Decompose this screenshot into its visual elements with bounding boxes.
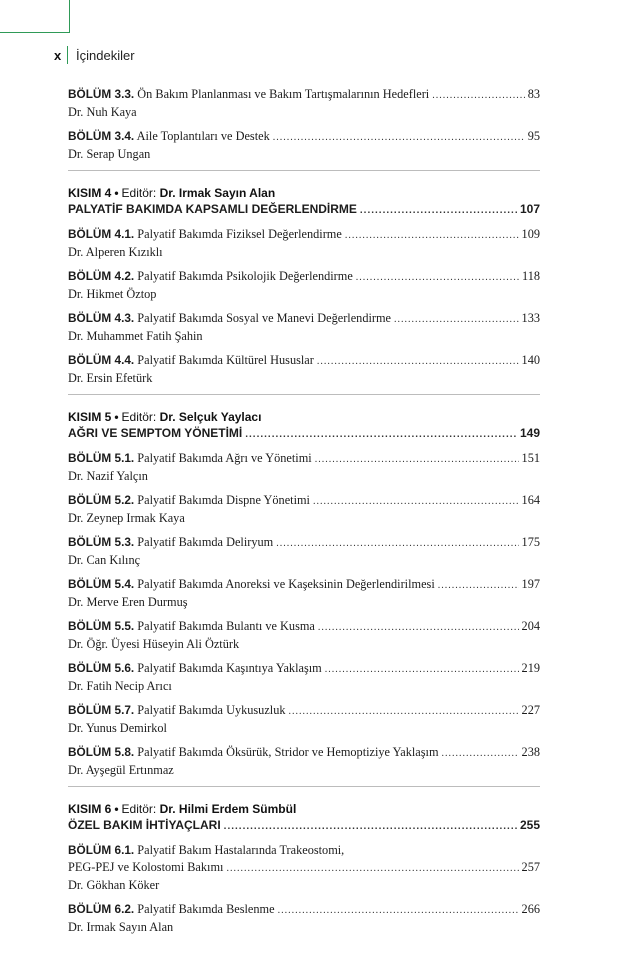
table-of-contents: [68, 86, 540, 943]
dot-leader: [278, 902, 519, 919]
chapter-line: [68, 86, 540, 104]
toc-chapter[interactable]: [68, 226, 540, 261]
chapter-heading: [68, 744, 439, 761]
dot-leader: [325, 661, 519, 678]
chapter-line-2: [68, 859, 540, 877]
chapter-line: [68, 576, 540, 594]
corner-rule-horizontal: [0, 32, 70, 33]
chapter-page: 118: [522, 269, 540, 283]
page-number: x: [54, 48, 62, 63]
chapter-line: [68, 128, 540, 146]
chapter-heading: [68, 310, 391, 327]
chapter-label: BÖLÜM 4.3.: [68, 311, 135, 325]
chapter-author: Dr. Öğr. Üyesi Hüseyin Ali Öztürk: [68, 637, 240, 651]
chapter-author: Dr. Nazif Yalçın: [68, 469, 148, 483]
chapter-title: Palyatif Bakımda Psikolojik Değerlendirme: [137, 269, 353, 283]
chapter-heading: [68, 226, 342, 243]
section-title: PALYATİF BAKIMDA KAPSAMLI DEĞERLENDİRME: [68, 202, 357, 216]
section-divider: [68, 786, 540, 787]
toc-chapter[interactable]: [68, 492, 540, 527]
editor-name: Dr. Irmak Sayın Alan: [159, 186, 276, 200]
chapter-line: [68, 702, 540, 720]
toc-chapter[interactable]: [68, 842, 540, 894]
editor-label: Editör:: [121, 802, 157, 816]
chapter-page: 109: [521, 227, 540, 241]
section-page: 107: [519, 202, 540, 216]
chapter-heading: [68, 86, 429, 103]
chapter-line: [68, 492, 540, 510]
toc-chapter[interactable]: [68, 660, 540, 695]
chapter-author: Dr. Ersin Efetürk: [68, 371, 153, 385]
chapter-author: Dr. Hikmet Öztop: [68, 287, 157, 301]
chapter-heading: [68, 702, 286, 719]
chapter-line: [68, 744, 540, 762]
chapter-author: Dr. Fatih Necip Arıcı: [68, 679, 172, 693]
chapter-title: Palyatif Bakımda Dispne Yönetimi: [137, 493, 310, 507]
section-editor-line: [68, 801, 540, 817]
chapter-line: [68, 660, 540, 678]
toc-chapter[interactable]: [68, 702, 540, 737]
editor-name: Dr. Hilmi Erdem Sümbül: [159, 802, 297, 816]
toc-chapter[interactable]: [68, 618, 540, 653]
dot-leader: [276, 535, 518, 552]
chapter-heading: [68, 492, 310, 509]
section-header[interactable]: [68, 185, 540, 219]
page-title: İçindekiler: [76, 48, 135, 63]
chapter-label: BÖLÜM 5.7.: [68, 703, 135, 717]
toc-chapter[interactable]: [68, 901, 540, 936]
chapter-page: 164: [521, 493, 540, 507]
chapter-label: BÖLÜM 3.3.: [68, 87, 135, 101]
chapter-line: [68, 352, 540, 370]
chapter-page: 133: [521, 311, 540, 325]
dot-leader: [273, 129, 525, 146]
bullet-icon: •: [114, 186, 119, 200]
chapter-page: 95: [527, 129, 540, 143]
section-editor-line: [68, 409, 540, 425]
chapter-label: BÖLÜM 4.1.: [68, 227, 135, 241]
toc-chapter[interactable]: [68, 534, 540, 569]
chapter-heading: [68, 842, 344, 859]
dot-leader: [356, 269, 519, 286]
section-divider: [68, 170, 540, 171]
section-number: KISIM 5: [68, 410, 112, 424]
chapter-label: BÖLÜM 4.2.: [68, 269, 135, 283]
chapter-page: 83: [527, 87, 540, 101]
chapter-page: 197: [521, 577, 540, 591]
chapter-label: BÖLÜM 6.2.: [68, 902, 135, 916]
chapter-label: BÖLÜM 3.4.: [68, 129, 135, 143]
chapter-title-cont: PEG-PEJ ve Kolostomi Bakımı: [68, 860, 224, 874]
chapter-author: Dr. Merve Eren Durmuş: [68, 595, 188, 609]
chapter-heading: [68, 660, 322, 677]
section-title: ÖZEL BAKIM İHTİYAÇLARI: [68, 818, 221, 832]
chapter-title: Palyatif Bakımda Kültürel Hususlar: [137, 353, 314, 367]
chapter-title: Palyatif Bakımda Anoreksi ve Kaşeksinin Değerlendirilmesi: [137, 577, 435, 591]
section-title-line: [68, 425, 540, 443]
chapter-title: Palyatif Bakımda Fiziksel Değerlendirme: [137, 227, 342, 241]
chapter-page: 151: [521, 451, 540, 465]
toc-chapter[interactable]: [68, 450, 540, 485]
chapter-title: Palyatif Bakımda Sosyal ve Manevi Değerlendirme: [137, 311, 392, 325]
chapter-heading: [68, 576, 435, 593]
chapter-page: 257: [521, 860, 540, 874]
dot-leader: [224, 818, 517, 835]
dot-leader: [345, 227, 519, 244]
chapter-label: BÖLÜM 5.6.: [68, 661, 135, 675]
chapter-author: Dr. Yunus Demirkol: [68, 721, 167, 735]
chapter-author: Dr. Irmak Sayın Alan: [68, 920, 174, 934]
chapter-title: Palyatif Bakımda Bulantı ve Kusma: [137, 619, 315, 633]
chapter-author: Dr. Alperen Kızıklı: [68, 245, 163, 259]
section-number: KISIM 4: [68, 186, 112, 200]
chapter-title: Palyatif Bakımda Beslenme: [137, 902, 275, 916]
chapter-title: Palyatif Bakım Hastalarında Trakeostomi,: [137, 843, 345, 857]
chapter-page: 140: [521, 353, 540, 367]
section-number: KISIM 6: [68, 802, 112, 816]
chapter-label: BÖLÜM 5.2.: [68, 493, 135, 507]
chapter-line: [68, 842, 540, 859]
chapter-line: [68, 310, 540, 328]
dot-leader: [313, 493, 519, 510]
chapter-page: 227: [521, 703, 540, 717]
chapter-line: [68, 901, 540, 919]
toc-chapter[interactable]: [68, 744, 540, 779]
section-title: AĞRI VE SEMPTOM YÖNETİMİ: [68, 426, 243, 440]
chapter-page: 204: [521, 619, 540, 633]
dot-leader: [318, 619, 519, 636]
chapter-heading: [68, 450, 312, 467]
bullet-icon: •: [114, 410, 119, 424]
chapter-author: Dr. Zeynep Irmak Kaya: [68, 511, 185, 525]
chapter-label: BÖLÜM 5.3.: [68, 535, 135, 549]
section-divider: [68, 394, 540, 395]
chapter-label: BÖLÜM 5.8.: [68, 745, 135, 759]
toc-chapter[interactable]: [68, 352, 540, 387]
chapter-heading: [68, 901, 275, 918]
chapter-heading: [68, 534, 273, 551]
chapter-author: Dr. Can Kılınç: [68, 553, 141, 567]
chapter-line: [68, 618, 540, 636]
chapter-title: Ön Bakım Planlanması ve Bakım Tartışmalarının Hedefleri: [137, 87, 430, 101]
chapter-author: Dr. Muhammet Fatih Şahin: [68, 329, 203, 343]
chapter-author: Dr. Serap Ungan: [68, 147, 151, 161]
chapter-label: BÖLÜM 6.1.: [68, 843, 135, 857]
section-header[interactable]: [68, 801, 540, 835]
toc-chapter[interactable]: [68, 128, 540, 163]
chapter-page: 238: [521, 745, 540, 759]
section-title-line: [68, 201, 540, 219]
chapter-author: Dr. Ayşegül Ertınmaz: [68, 763, 174, 777]
dot-leader: [289, 703, 519, 720]
chapter-title: Palyatif Bakımda Deliryum: [137, 535, 274, 549]
chapter-heading: [68, 128, 270, 145]
toc-chapter[interactable]: [68, 86, 540, 121]
chapter-line: [68, 534, 540, 552]
chapter-heading: [68, 268, 353, 285]
chapter-label: BÖLÜM 5.1.: [68, 451, 135, 465]
dot-leader: [360, 202, 517, 219]
header-divider: [67, 46, 68, 64]
dot-leader: [432, 87, 525, 104]
chapter-author: Dr. Gökhan Köker: [68, 878, 160, 892]
chapter-label: BÖLÜM 5.4.: [68, 577, 135, 591]
chapter-title: Aile Toplantıları ve Destek: [136, 129, 270, 143]
chapter-label: BÖLÜM 4.4.: [68, 353, 135, 367]
section-page: 255: [519, 818, 540, 832]
chapter-title: Palyatif Bakımda Öksürük, Stridor ve Hemoptiziye Yaklaşım: [137, 745, 439, 759]
chapter-line: [68, 226, 540, 244]
chapter-heading: [68, 618, 315, 635]
section-title-line: [68, 817, 540, 835]
dot-leader: [226, 860, 518, 877]
corner-rule-vertical: [69, 0, 70, 33]
chapter-page: 219: [521, 661, 540, 675]
toc-chapter[interactable]: [68, 268, 540, 303]
chapter-page: 266: [521, 902, 540, 916]
chapter-title: Palyatif Bakımda Uykusuzluk: [137, 703, 286, 717]
section-header[interactable]: [68, 409, 540, 443]
chapter-label: BÖLÜM 5.5.: [68, 619, 135, 633]
chapter-page: 175: [521, 535, 540, 549]
editor-label: Editör:: [121, 186, 157, 200]
editor-name: Dr. Selçuk Yaylacı: [159, 410, 262, 424]
toc-chapter[interactable]: [68, 310, 540, 345]
dot-leader: [442, 745, 519, 762]
bullet-icon: •: [114, 802, 119, 816]
dot-leader: [438, 577, 519, 594]
dot-leader: [394, 311, 519, 328]
dot-leader: [245, 426, 517, 443]
section-editor-line: [68, 185, 540, 201]
editor-label: Editör:: [121, 410, 157, 424]
section-page: 149: [519, 426, 540, 440]
chapter-author: Dr. Nuh Kaya: [68, 105, 137, 119]
chapter-title: Palyatif Bakımda Kaşıntıya Yaklaşım: [137, 661, 322, 675]
chapter-line: [68, 450, 540, 468]
toc-chapter[interactable]: [68, 576, 540, 611]
dot-leader: [317, 353, 519, 370]
chapter-line: [68, 268, 540, 286]
chapter-title: Palyatif Bakımda Ağrı ve Yönetimi: [137, 451, 312, 465]
chapter-heading: [68, 352, 314, 369]
dot-leader: [315, 451, 519, 468]
